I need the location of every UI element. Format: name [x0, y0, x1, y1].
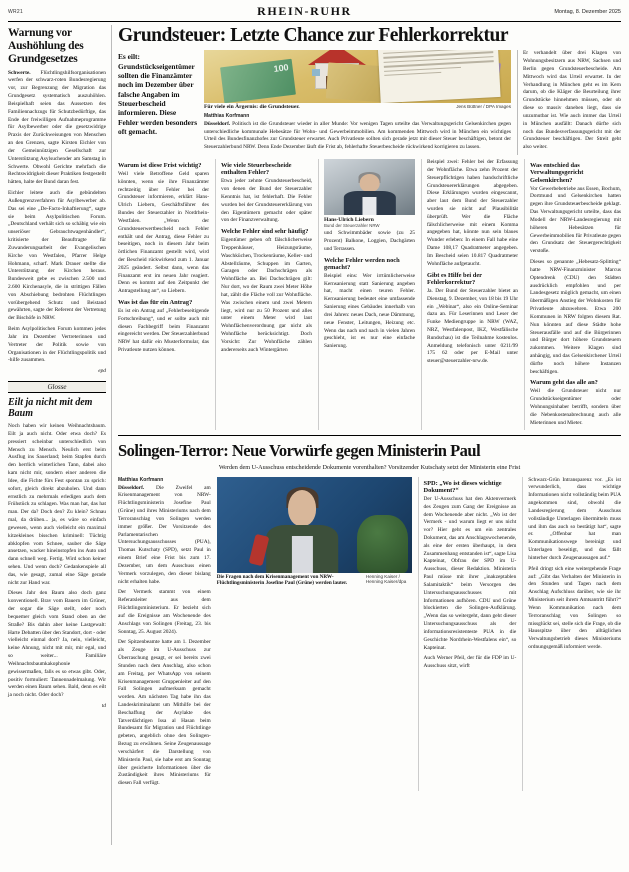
main-text-columns: [118, 159, 621, 430]
dateline: Düsseldorf.: [204, 120, 231, 127]
main-top-zone: [118, 50, 621, 155]
main-q4-head: Welche Fehler sind sehr häufig?: [221, 228, 309, 236]
plant-decoration: [357, 515, 408, 573]
glosse-headline: Eilt ja nicht mit dem Baum: [8, 397, 93, 420]
left-headline: Warnung vor Aushöhlung des Grundgesetzes: [8, 27, 84, 65]
left-paragraph-3: Beim Asylpolitischen Forum kommen jedes Jahr im Dezember Vertreterinnen und Vertreter der Politik sowie von Organisationen in der Flüchtlingspolitik und -hilfe zusammen.: [8, 326, 106, 364]
main-q9-text: Vor Gewerbebetriebe aus Essen, Bochum, Dortmund und Gelsenkirchen hatten gegen ihre Grundsteuerbescheide geklagt. Das Verwaltungsgericht urteilte, dass das Modell der NRW-Landesregierung mit höheren Hebesätzen für Gewerbeimmobilien für Privatleute gegen den Grundsatz der Steuergerechtigkeit verstoße.: [530, 185, 621, 255]
story-divider: [118, 435, 621, 436]
portrait-photo: [324, 159, 415, 215]
main-q5-head: Welche Fehler werden noch gemacht?: [324, 256, 400, 271]
minister-portrait: [263, 490, 341, 573]
second-spd-text: Der U-Ausschuss hat den Aktenvermerk des Zeugen zum Gang der Ereignisse an dem Wochenende aber nicht. „Wo ist der Vermerk - und warum liegt er uns nicht vor? Hier geht es um ein zentrales Dokument, das am Anschlagswochenende, als eine der ersten überhaupt, in dem Zusammenhang entstanden ist“, sagte Lisa Kapteinat, Obfrau der SPD im U-Ausschuss, dieser Redaktion. Ministerin Paul müsse mit ihrer „inakzeptablen Salamitaktik“ beim Versorgen des Untersuchungsausschusses mit Informationen aufhören. CDU und Grüne blockierten die Solingen-Aufklärung. „Wenn das so weitergeht, dann geht dieser Untersuchungsausschuss als der informationsresistenteste PUA in die Geschichte Nordrhein-Westfalens ein“, so Kapteinat.: [423, 495, 517, 651]
main-q3-text: Etwa jeder zehnte Grundsteuerbescheid, von denen der Bund der Steuerzahler Kenntnis hat, ist fehlerhaft. Die Fehler wurden bei der Grundsteuererklärung von den Eigentümern gemacht oder später von der Finanzverwaltung.: [221, 178, 312, 224]
main-photo: [204, 50, 511, 102]
second-col-4: [522, 477, 621, 791]
left-column: [8, 25, 112, 845]
masthead-date: Montag, 8. Dezember 2025: [554, 8, 621, 15]
glosse-label: Glosse: [8, 381, 106, 393]
masthead: [8, 4, 621, 22]
dateline: Schwerte.: [8, 69, 31, 76]
main-q1-text: Weil viele Betroffene Geld sparen könnten, wenn sie ihre Finanzämter rechtzeitig über Fehler bei der Grundsteuer informieren, erklärt Hans-Ulrich Liebern, Geschäftsführer des Bundes der Steuerzahler in Nordrhein-Westfalen. „Wenn der Grundsteuerwertbescheid noch Fehler enthält und der Antrag, diese Fehler zu beseitigen, noch in diesem Jahr beim örtlichen Finanzamt gestellt wird, wird der Bescheid rückwirkend zum 1. Januar 2025 geändert. Selbst dann, wenn das Finanzamt erst im neuen Jahr reagiert. Denn es kommt auf den Zeitpunkt der Antragstellung an“, so Liebern.: [118, 170, 209, 295]
main-byline: Matthias Korfmann: [204, 112, 250, 119]
main-q10-text: Dieses so genannte „Hebesatz-Splitting“ hatte NRW-Finanzminister Marcus Optendrenk (CDU) den Städten ausdrücklich empfohlen und per Landesgesetz möglich gemacht, um einen übermäßigen Anstieg der Wohnkosten für Privatleute abzuwehren. Etwa 200 Kommunen in NRW folgten diesem Rat. Nun könnten auf diese Städte hohe Steuerausfälle und auf die Bürgerinnen und Bürger dort höhere Grundsteuern zukommen. Weitere Klagen sind anhängig, und das Gelsenkirchener Urteil dürfte noch höhere Instanzen beschäftigen.: [530, 259, 621, 375]
main-col-5: [524, 159, 621, 430]
main-q7-head: Gibt es Hilfe bei der Fehlerkorrektur?: [427, 271, 482, 286]
masthead-edition-code: WR21: [8, 8, 24, 15]
portrait-head: [359, 174, 379, 192]
second-photo: [217, 477, 412, 573]
minister-shirt: [292, 536, 312, 572]
second-paragraph-3: Der Spitzenbeamte hatte am 1. Dezember als Zeuge im U-Ausschuss zur Überraschung gesagt, er sei bereits zwei Stunden nach dem Anschlag, also schon am Freitag, per WhatsApp von seinem Krisenmanagement Gruppenleiter auf den Fall Solingen aufmerksam gemacht worden. Am nächsten Tag habe ihn das Landeskriminalamt um Mithilfe bei der Beschaffung der Asylakte des Tatverdächtigen Issa al Hasan beim Bundesamt für Migration und Flüchtlinge gebeten, angeblich ohne den Solingen-Bezug zu erwähnen. Seine Zeugenaussage verschärfert die Darstellung von Ministerin Paul, sie habe erst am Sonntag über gesicherte Informationen über die Zuständigkeit ihres Ministeriums für diesen Fall verfügt.: [118, 639, 211, 787]
second-paragraph-6: Pfeil dringt sich eine weitergehende Frage auf: „Gibt das Verhalten der Ministerin in den Stunden und Tagen nach dem Anschlag Aufschluss darüber, wie sie ihr Ministerium seit ihrem Amtsantritt führt?“ Wenn Kommunikation nach dem Terroranschlag von Solingen so missglückt sei, stelle sich die Frage, ob die Hausspitze über den alltäglichen Verwaltungsbetrieb dieses Ministeriums ordnungsgemäß informiert werde.: [528, 565, 622, 651]
second-paragraph-2: Der Vermerk stammt von einem Referatsleiter aus dem Flüchtlingsministerium. Er bezieht sich auf die Ereignisse am Wochenende des Anschlags von Solingen (Freitag, 23. bis Sonntag, 25. August 2024).: [118, 589, 211, 635]
main-photo-credit: Jens Büttner / DPA Images: [456, 103, 511, 109]
portrait-credit: Bund der Steuerzahler NRW: [324, 223, 380, 229]
glosse-paragraph-2: Dieses Jahr den Baum also doch ganz konventionell. Brav vom Bauern im Grüner, der sogar die Säge stellt, oder noch bequemer gleich vom Stand oben an der Straße? Bis dahin aber keine Lastgewalt: Harte Debatten über den Standort, dort - oder vielleicht einmal dort? Ja, nein, vielleicht, keine Ahnung, nicht mit mir, mir egal, und so weiter... Familiäre Weihnachtsbaumkakophonie gewissermaßen, falls es so etwas gibt. Oder, positiv formuliert: Tannennadelmalung. Wir werden einen Baum sehen. Bald, denn es eilt ja noch nicht. Oder doch?: [8, 590, 106, 699]
second-subhead: Werden dem U-Ausschuss entscheidende Dokumente vorenthalten? Vorsitzender Kutschaty setzt der Ministerin eine Frist: [218, 463, 521, 471]
masthead-title: RHEIN-RUHR: [257, 4, 352, 18]
second-byline: Matthias Korfmann: [118, 476, 164, 483]
main-q4-text: Eigentümer geben oft fälschlicherweise Treppenhäuser, Heizungsräume, Waschküchen, Trockenräume, Keller- und Abstellräume, Schuppen im Garten, Garagen oder Dachschrägen als Wohnfläche an. Bei Dachschrägen gilt: Nur dort, wo der Raum zwei Meter Höhe hat, zählt die Fläche voll zur Wohnfläche. Was zwischen einem und zwei Metern liegt, wird nur zu 50 Prozent und alles unter einem Meter wird laut Wohnflächenverordnung gar nicht als Wohnfläche berücksichtigt. Doch Vorsicht: Zur Wohnfläche zählen andererseits auch Wintergärten: [221, 237, 312, 353]
second-lead-paragraph: [118, 485, 211, 587]
minister-head: [288, 490, 316, 526]
portrait-shirt: [362, 197, 377, 215]
main-q2-head: Was ist das für ein Antrag?: [118, 299, 193, 307]
second-photo-caption: Die Fragen nach dem Krisenmanagement von NRW-Flüchtlingsministerin Josefine Paul (Grüne) werden lauter.: [216, 573, 348, 586]
main-col-4: [421, 159, 518, 430]
main-col-3: [318, 159, 415, 430]
main-right-column: [517, 50, 621, 155]
portrait-caption: Hans-Ulrich Liebern: [324, 217, 374, 224]
left-paragraph-2: Eichler leitete auch die gebündelten Außengrenzverfahren für Asylbewerber ab. Das sei eine „De-Facto-Inhaftierung“, sagte sie beim Asylpolitischen Forum. „Deutschland verhält sich so schäbig wie ein unseriöser Gebrauchtwagenhändler“, kritisierte der Beauftragte für Zuwanderungsarbeit der Evangelischen Kirche von Westfalen, Pfarrer Helge Hohmann, scharf. Mark Drauer stellte die Unterstützung der Kirchen heraus. Bundesweit gebe es zwischen 2.500 und 2.600 Kirchenasyle, die in strittigen Fällen von Abschiebung bedrohten Flüchtlingen vorübergehend Schutz und Beistand gewährten, sagte der Referent der Vertretung der Bischöfe in NRW.: [8, 190, 106, 322]
main-q7-text: Ja. Der Bund der Steuerzahler bietet an Dienstag, 9. Dezember, von 18 bis 19 Uhr ein „Webinar“, also ein Online-Seminar dazu an. Für Leserinnen und Leser der Funke Mediengruppe in NRW (WAZ, NRZ, Westfalenpost, IKZ, Westfälische Rundschau) ist die Teilnahme kostenlos. Anmeldung telefonisch unter 0211/99 175 62 oder per E-Mail unter steuer@steuerzahler-nrw.de.: [427, 287, 518, 365]
main-q3-head: Wie viele Steuerbescheide enthalten Fehler?: [221, 162, 292, 177]
main-q1-head: Warum ist diese Frist wichtig?: [118, 162, 202, 170]
second-headline: Solingen-Terror: Neue Vorwürfe gegen Ministerin Paul: [118, 441, 481, 461]
main-q4-cont: und Schwimmbäder sowie (zu 25 Prozent) Balkone, Loggien, Dachgärten und Terrassen.: [324, 230, 415, 252]
second-photo-credit: Henning Kaiser / Henning Kaiser/dpa: [365, 573, 407, 584]
main-photo-caption-row: [204, 103, 511, 110]
second-col-3: [418, 477, 517, 791]
main-q11-text: Weil die Grundsteuer nicht nur Grundstückseigentümer oder Wohnungsinhaber betrifft, sondern über die Nebenkostenabrechnung auch alle Mieterinnen und Mieter.: [530, 388, 621, 426]
dateline: Düsseldorf.: [118, 484, 145, 491]
page-body: [8, 25, 621, 845]
banknote-denomination: 100: [273, 61, 290, 74]
second-text-columns: [118, 477, 621, 791]
main-q6-text: Beispiel zwei: Fehler bei der Erfassung der Wohnfläche. Etwa zehn Prozent der Steuerpflichtigen haben handschriftliche Grundsteuererklärungen abgegeben. Diese Erklärungen wurden eingescannt, aber laut dem Bund der Steuerzahler wurden sie nicht auf Plausibilität überprüft. Wer die Fläche fälschlicherweise mit einem Komma angegeben hat, könnte nun sein blaues Wunder erleben: In einem Fall habe eine Dame 108,17 Quadratmeter angegeben. Im Bescheid seien 10.817 Quadratmeter Wohnfläche aufgetaucht.: [427, 159, 518, 267]
main-col-1: [118, 159, 209, 430]
left-lead-text: Flüchtlingshilfsorganisationen werfen der schwarz-roten Bundesregierung vor, zur Begrenzung der Migration das Grundgesetz systematisch auszuhöhlen. Beispielhaft seien das Aussetzen des Familiennachzugs für Schutzbedürftige, das Ende der freiwilligen Aufnahmeprogramme für Asylbewerber oder die gesetzwidrige Praxis der Zurückweisungen von Menschen an den Grenzen, sagte Kirsten Eichler von der Gemeinnützigen Gesellschaft zur Unterstützung Asylsuchender am Samstag in Schwerte. Obwohl Gerichte mehrfach die Rechtswidrigkeit dieser Praktiken festgestellt hätten, halte der Bund daran fest.: [8, 69, 106, 186]
banknote-green: [220, 58, 296, 102]
house-window: [312, 69, 320, 76]
main-q5-text: Beispiel eins: Wer irrtümlicherweise Kernsanierung statt Sanierung angeben hat, macht einen teuren Fehler. Kernsanierung bedeutet eine umfassende Sanierung eines Gebäudes innerhalb von drei Jahren: neues Dach, neue Dämmung, neue Fenster, Leitungen, Heizung etc. Wenn das nach und nach in vielen Jahren geschieht, ist es nur eine einfache Sanierung.: [324, 272, 415, 350]
main-column: [118, 25, 621, 845]
second-spd-head: SPD: „Wo ist dieses wichtige Dokument?“: [423, 479, 502, 494]
main-teaser: Es eilt: Grundstückseigentümer sollten die Finanzämter noch im Dezember über falsche Angaben im Steuerbescheid informieren. Diese Fehler werden besonders oft gemacht.: [118, 52, 198, 136]
portrait-caption-row: [324, 216, 415, 223]
main-q11-head: Warum geht das alle an?: [530, 379, 598, 387]
left-credit: epd: [98, 368, 106, 375]
main-col-2: [215, 159, 312, 430]
left-lead-paragraph: [8, 70, 106, 187]
main-lead-paragraph: [204, 121, 511, 152]
second-paragraph-4: Auch Werner Pfeil, der für die FDP im U-Ausschuss sitzt, wirft: [423, 655, 517, 670]
main-headline: Grundsteuer: Letzte Chance zur Fehlerkorrektur: [118, 25, 509, 46]
second-paragraph-5: Schwarz-Grün Intransparenz vor. „Es ist verwunderlich, dass wichtige Informationen nicht vollständig beim PUA angekommen sind, obwohl die Landesregierung dem Ausschuss vollständige Unterlagen übermitteln muss und ihm das auch so bestätigt hat“, sagte er. „Offenbar hat man Kommunikationswege bereinigt und Unterlagen beseitigt, und das fällt hinterher durch Zeugenaussagen auf.“: [528, 476, 622, 561]
main-q2-text: Es ist ein Antrag auf „Fehlerbeseitigende Fortschreibung“, und er sollte auch mit diesen Fachbegriff beim Finanzamt eingereicht werden. Der Steuerzahlerbund NRW hat dafür ein Musterformular, das Privatleute nutzen können.: [118, 308, 209, 354]
main-q9-head: Was entschied das Verwaltungsgericht Gelsenkirchen?: [530, 162, 584, 184]
main-photo-caption: Für viele ein Ärgernis: die Grundsteuer.: [204, 103, 300, 110]
main-lead-text: Politisch ist die Grundsteuer wieder in aller Munde: Vor wenigen Tagen urteilte das Verwaltungsgericht Gelsenkirchen gegen unterschiedliche kommunale Hebesätze für Wohn- und Gewerbeimmobilien. Am kommenden Mittwoch wird in München ein wichtiges Urteil des Bundesfinanzhofes zur Grundsteuer erwartet. Auch Privatleute sollten sich gerade jetzt mit dieser Steuer beschäftigen, betont der Steuerzahlerbund NRW. Denn Ende Dezember läuft die Frist ab, fehlerhafte Steuerbescheide rückwirkend korrigieren zu lassen.: [204, 120, 511, 151]
tax-document: [377, 50, 500, 102]
doc-line: [384, 71, 441, 75]
second-col-2: [217, 477, 412, 791]
glosse-paragraph-1: Noch haben wir keinen Weihnachtsbaum. Eilt ja auch nicht. Oder etwa doch? Es pressiert scheinbar unterschiedlich von Mensch zu Mensch. Neulich erst beim Ausflug ins Sauerland; beim Stapfen durch den herrlich winterlichen Tann, dabei also kam nicht mir, sondern einer anderen die Idee, die Fichte fürs Fest spontan zu sprich: sofort, gleich direkt abzuholen. Und dann ernstlich zu mehrmals erledigen auch dem Frühstück zu schlagen. Was man hat, das hat man. Der da? Doch den? Zu klein? Schnau mal, da drüben... ja, es wäre so einfach gewesen, wenn auch vielleicht ein maximal kitzekleines bisschen kriminell: Tüchtig abklopfen vom Schnee, sauber die Säge ansetzen, wacker hineinstopfen ins Auto und dann schnell weg. Fertig. Wird schon keiner sehen. Und wenn doch? Gedankenspiele all das, wie gesagt, zumal eine Säge gerade nicht zur Hand war.: [8, 423, 106, 586]
main-q8-text: Er verhandelt über drei Klagen von Wohnungsbesitzern aus NRW, Sachsen und Berlin gegen Grundsteuerbescheide. Am Mittwoch wird das Urteil erwartet. In der Verhandlung in München geht es im Kern darum, ob die Kläger die Beurteilung ihrer Grundstücke hinnehmen müssen, oder ob diese so massiv daneben liegt, dass sie unzumutbar ist. Wie auch immer das Urteil in München ausfällt: Danach dürfte sich noch das Bundesverfassungsgericht mit der Grundsteuer beschäftigen. Der Streit geht also weiter.: [523, 50, 621, 151]
second-lead-text: Die Zweifel am Krisenmanagement von NRW-Flüchtlingsministerin Josefine Paul (Grüne) und ihres Ministeriums nach dem Terroranschlag von Solingen werden immer größer. Der Vorsitzende des Parlamentarischen Untersuchungsausschusses (PUA), Thomas Kutschaty (SPD), setzt Paul in einem Brief eine Frist bis zum 17. Dezember, um dem Ausschuss einen Vermerk vorzulegen, den dieser bislang nicht erhalten habe.: [118, 484, 211, 585]
second-photo-caption-row: [217, 573, 412, 586]
glosse-credit: td: [101, 703, 106, 710]
portrait-person: [341, 174, 397, 215]
second-col-1: [118, 477, 211, 791]
